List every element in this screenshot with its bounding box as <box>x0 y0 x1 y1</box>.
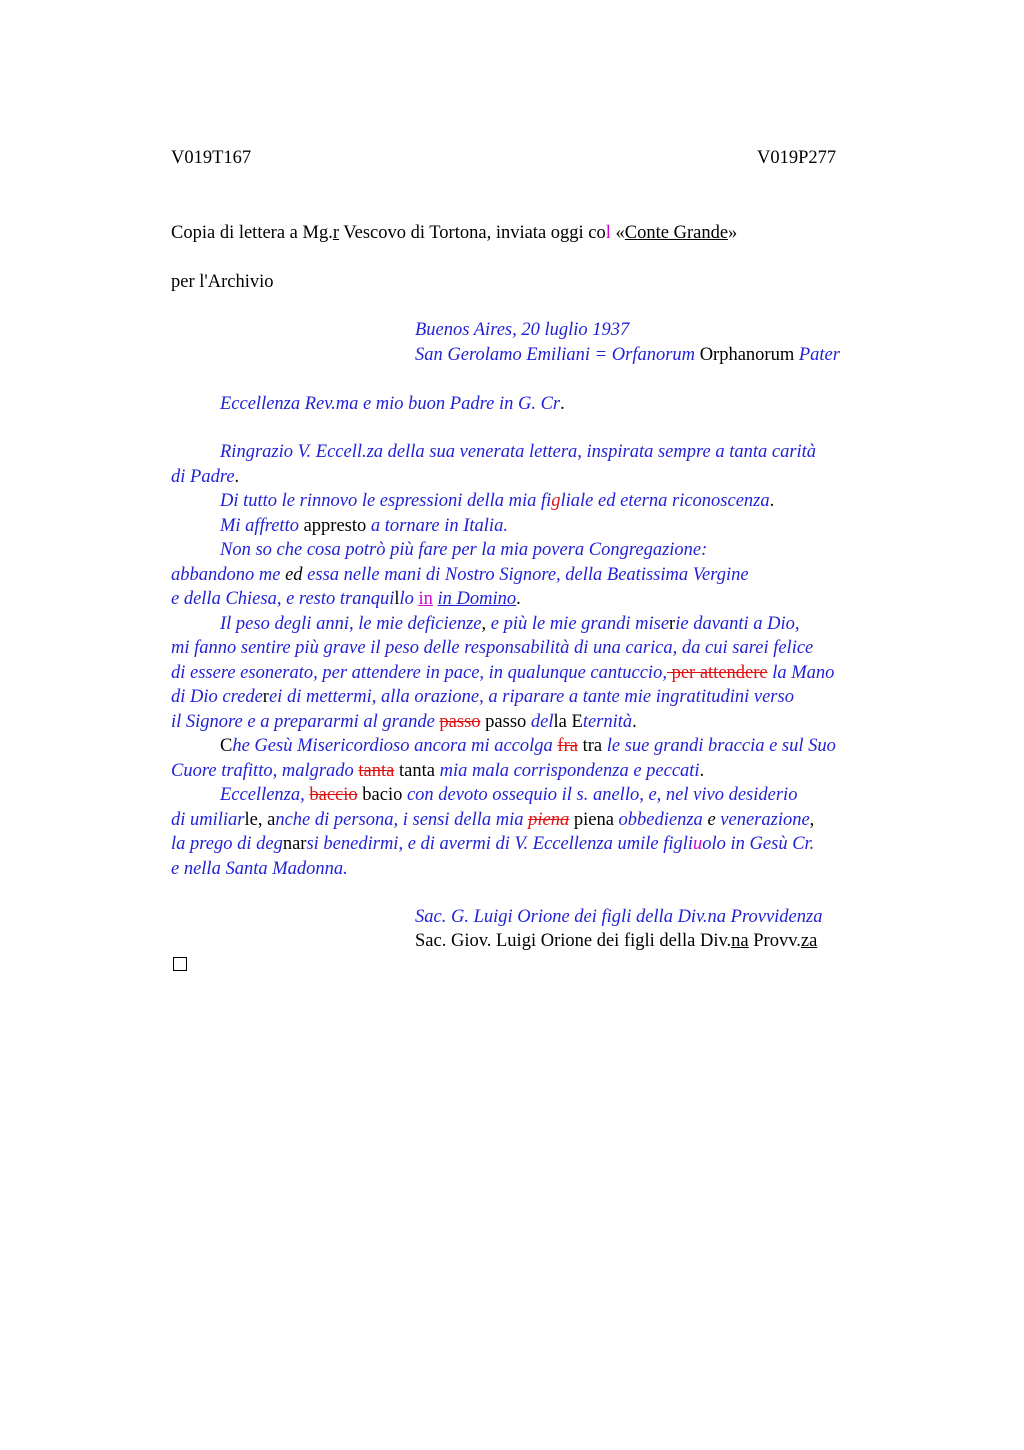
body-line <box>171 563 931 588</box>
body-line: Ringrazio V. Eccell.za della sua venerata lettera, inspirata sempre a tanta carità <box>220 442 817 462</box>
body-text: . <box>699 760 705 781</box>
body-line <box>171 685 931 710</box>
checkbox-square[interactable] <box>173 957 187 971</box>
body-text: liale ed eterna riconoscenza <box>560 491 770 511</box>
dateline-feast <box>415 343 840 368</box>
intro-text: Vescovo di Tortona, inviata oggi co <box>339 223 606 243</box>
body-text: con devoto ossequio il s. anello, e, nel vivo desiderio <box>406 785 798 805</box>
body-correction: passo <box>480 711 531 732</box>
body-line <box>171 661 931 686</box>
signature-text: Provv. <box>748 931 801 951</box>
body-line <box>171 710 931 735</box>
body-text: la Mano <box>767 662 835 683</box>
dateline-place-date: Buenos Aires, 20 luglio 1937 <box>415 320 630 340</box>
body-text: olo in Gesù Cr. <box>702 834 815 854</box>
intro-text: Copia di lettera a Mg. <box>171 223 333 243</box>
body-deletion: fra <box>557 736 578 756</box>
body-line <box>171 465 931 490</box>
intro-text: « <box>610 223 625 243</box>
body-correction: r <box>669 613 676 634</box>
body-deletion: tanta <box>358 760 395 781</box>
signature-line-2 <box>415 929 817 954</box>
salutation-punct: . <box>560 394 565 414</box>
body-correction: bacio <box>357 785 407 805</box>
body-text: abbandono me <box>171 564 286 585</box>
body-text: nche di persona, i sensi della mia <box>275 809 529 830</box>
body-text: . <box>234 466 240 487</box>
intro-text: » <box>728 223 738 243</box>
body-deletion: baccio <box>309 785 358 805</box>
body-deletion: per attendere <box>666 662 768 683</box>
body-text: . <box>516 589 521 609</box>
ship-name: Conte Grande <box>624 223 729 243</box>
body-text: , <box>809 809 815 830</box>
body-line: mi fanno sentire più grave il peso delle responsabilità di una carica, da cui sarei felice <box>171 638 814 658</box>
body-text: venerazione <box>715 809 810 830</box>
salutation-text: Eccellenza Rev.ma e mio buon Padre in G. Cr <box>220 394 561 414</box>
body-text: . <box>769 491 775 511</box>
signature-text: za <box>800 931 818 951</box>
body-correction: tanta <box>394 760 440 781</box>
body-correction: C <box>220 736 233 756</box>
body-text: di essere esonerato, per attendere in pace, in qualunque cantuccio, <box>171 662 667 683</box>
body-deletion: piena <box>528 809 570 830</box>
body-line: e nella Santa Madonna. <box>171 858 348 879</box>
letter-body <box>171 440 931 881</box>
dateline-text: Pater <box>798 345 840 365</box>
body-text: Il peso degli anni, le mie deficienze <box>220 613 482 634</box>
body-text: obbedienza <box>618 809 708 830</box>
body-correction: la <box>553 711 572 732</box>
body-text: e più le mie grandi mise <box>486 613 670 634</box>
body-text: in Domino <box>437 589 517 609</box>
signature-text: Sac. Giov. Luigi Orione dei figli della Div. <box>415 931 732 951</box>
body-correction: nar <box>282 834 307 854</box>
body-text: a tornare in Italia. <box>370 515 508 536</box>
body-text: si benedirmi, e di avermi di V. Eccellenza umile figli <box>306 834 694 854</box>
archive-note: per l'Archivio <box>171 272 274 292</box>
body-text: Eccellenza, <box>220 785 310 805</box>
body-text: ie davanti a Dio, <box>675 613 800 634</box>
salutation <box>220 392 565 417</box>
body-text: le sue grandi braccia e sul Suo <box>606 736 836 756</box>
body-text: la prego di deg <box>171 834 283 854</box>
body-text: , <box>481 613 487 634</box>
body-line <box>171 514 931 539</box>
body-correction: r <box>262 687 269 707</box>
header-left-code: V019T167 <box>171 148 252 168</box>
intro-insertion: l <box>605 223 611 243</box>
body-text: essa nelle mani di Nostro Signore, della Beatissima Vergine <box>302 564 749 585</box>
signature-text: na <box>731 931 749 951</box>
body-correction: E <box>571 711 583 732</box>
body-line <box>171 808 931 833</box>
body-correction: piena <box>569 809 619 830</box>
dateline-text: San Gerolamo Emiliani = Orfanorum <box>415 345 696 365</box>
body-text: he Gesù Misericordioso ancora mi accolga <box>232 736 558 756</box>
intro-underlined-r: r <box>332 223 340 243</box>
body-line <box>171 612 931 637</box>
body-correction: ed <box>285 564 303 585</box>
intro-line <box>171 221 737 246</box>
body-text: di umiliar <box>171 809 245 830</box>
body-text: di Dio crede <box>171 687 263 707</box>
body-correction: tra <box>577 736 607 756</box>
body-text: del <box>530 711 554 732</box>
body-correction: appresto <box>298 515 371 536</box>
body-line <box>171 832 931 857</box>
body-correction: le, a <box>244 809 276 830</box>
body-text: Cuore trafitto, malgrado <box>171 760 359 781</box>
body-insertion: in <box>418 589 433 609</box>
body-insertion: u <box>693 834 703 854</box>
body-text: il Signore e a prepararmi al grande <box>171 711 440 732</box>
body-text: Mi affretto <box>220 515 299 536</box>
body-line <box>171 759 931 784</box>
body-correction: g <box>551 491 561 511</box>
body-correction: e <box>707 809 716 830</box>
body-text: di Padre <box>171 466 235 487</box>
body-line: Non so che cosa potrò più fare per la mia povera Congregazione: <box>220 540 708 560</box>
body-deletion: passo <box>439 711 481 732</box>
body-line <box>171 734 931 759</box>
signature-line-1: Sac. G. Luigi Orione dei figli della Div.na Provvidenza <box>415 907 823 927</box>
body-line <box>171 783 931 808</box>
body-correction: l <box>394 589 400 609</box>
body-text: ternità <box>582 711 633 732</box>
body-line <box>171 489 931 514</box>
body-text: mia mala corrispondenza e peccati <box>439 760 700 781</box>
body-text: Di tutto le rinnovo le espressioni della mia fi <box>220 491 552 511</box>
body-text: lo <box>399 589 419 609</box>
body-text: ei di mettermi, alla orazione, a riparare a tante mie ingratitudini verso <box>268 687 794 707</box>
dateline-correction: Orphanorum <box>695 345 799 365</box>
body-text: e della Chiesa, e resto tranqui <box>171 589 395 609</box>
body-line <box>171 587 931 612</box>
body-text: . <box>632 711 637 732</box>
header-right-code: V019P277 <box>757 148 837 168</box>
